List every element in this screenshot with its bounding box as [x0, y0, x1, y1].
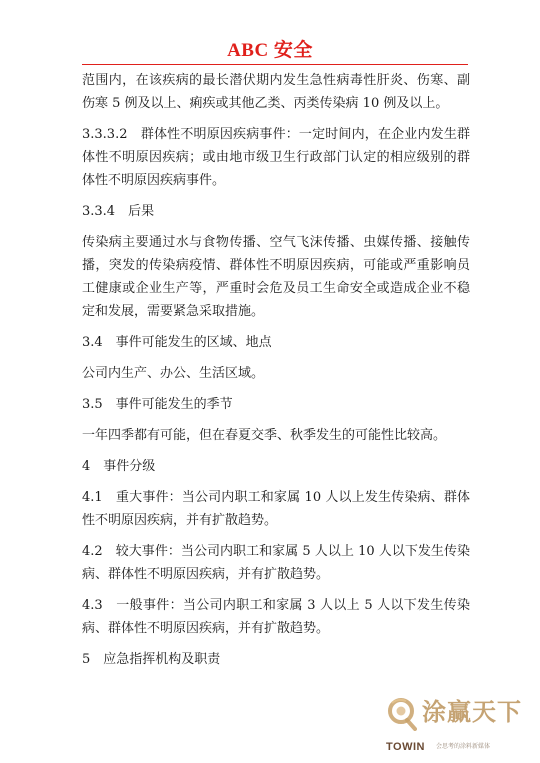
section-heading: 5 应急指挥机构及职责: [82, 652, 221, 667]
section-heading: 3.3.4 后果: [82, 204, 155, 219]
watermark: [386, 692, 536, 758]
body-paragraph: 一年四季都有可能，但在春夏交季、秋季发生的可能性比较高。: [82, 428, 447, 443]
watermark-text: 涂赢天下: [422, 697, 522, 726]
watermark-brand: TOWIN: [386, 741, 425, 753]
body-paragraph: 范围内，在该疾病的最长潜伏期内发生急性病毒性肝炎、伤寒、副伤寒 5 例及以上、痢疾或其他乙类、丙类传染病 10 例及以上。: [82, 73, 470, 111]
body-paragraph: 4.3 一般事件：当公司内职工和家属 3 人以上 5 人以下发生传染病、群体性不明原因疾病，并有扩散趋势。: [82, 598, 470, 636]
watermark-tagline: 会思考的涂料新媒体: [436, 743, 491, 750]
document-body: [82, 69, 470, 679]
towin-logo-icon: [386, 694, 420, 734]
body-paragraph: 传染病主要通过水与食物传播、空气飞沫传播、虫媒传播、接触传播，突发的传染病疫情、群体性不明原因疾病，可能或严重影响员工健康或企业生产等，严重时会危及员工生命安全或造成企业不稳定和发展，需要紧急采取措施。: [82, 235, 470, 319]
section-heading: 3.5 事件可能发生的季节: [82, 397, 233, 412]
section-heading: 4 事件分级: [82, 459, 156, 474]
body-paragraph: 4.1 重大事件：当公司内职工和家属 10 人以上发生传染病、群体性不明原因疾病，并有扩散趋势。: [82, 490, 470, 528]
header-divider: [82, 64, 468, 65]
body-paragraph: 3.3.3.2 群体性不明原因疾病事件：一定时间内，在企业内发生群体性不明原因疾病；或由地市级卫生行政部门认定的相应级别的群体性不明原因疾病事件。: [82, 127, 470, 188]
header-title: ABC 安全: [227, 40, 313, 61]
body-paragraph: 公司内生产、办公、生活区域。: [82, 366, 265, 381]
page-header: [0, 0, 540, 68]
section-heading: 3.4 事件可能发生的区域、地点: [82, 335, 272, 350]
body-paragraph: 4.2 较大事件：当公司内职工和家属 5 人以上 10 人以下发生传染病、群体性不明原因疾病，并有扩散趋势。: [82, 544, 470, 582]
